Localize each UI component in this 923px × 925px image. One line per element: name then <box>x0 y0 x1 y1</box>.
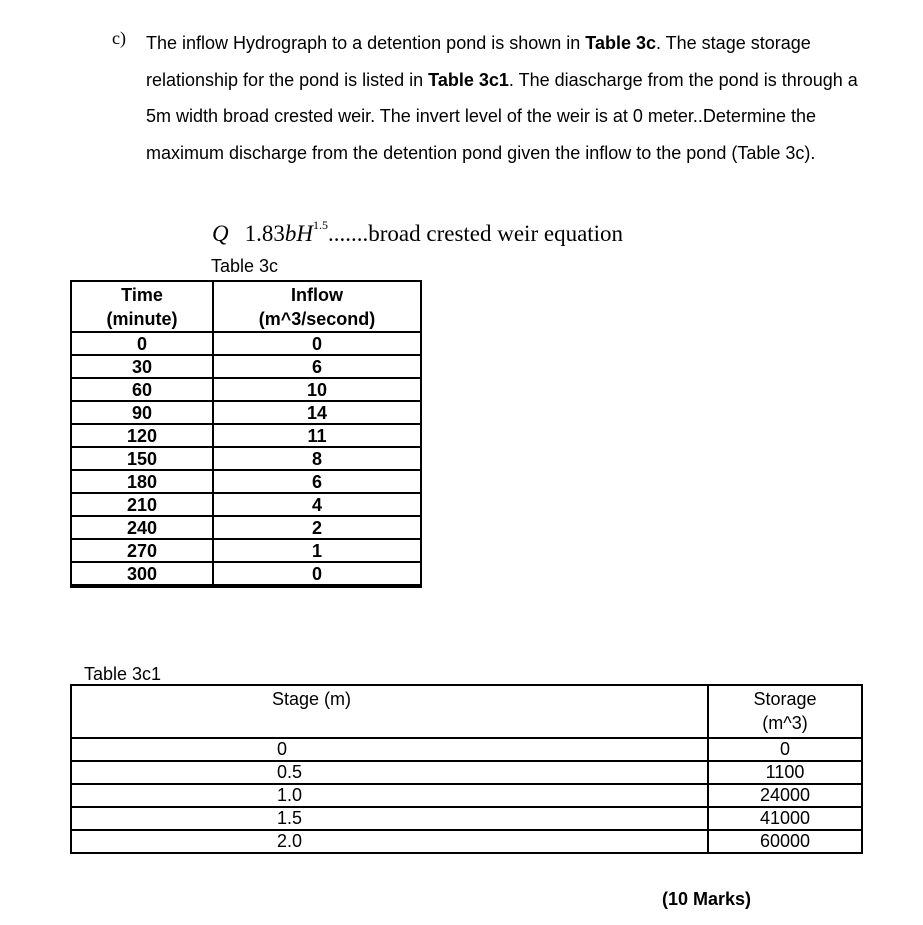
header-stage-line: Stage (m) <box>272 689 352 709</box>
table-cell: 6 <box>213 470 421 493</box>
table-row <box>71 539 421 562</box>
table-row <box>71 761 862 784</box>
table-cell: 240 <box>71 516 213 539</box>
table-cell: 10 <box>213 378 421 401</box>
header-time-line2: (minute) <box>106 309 178 329</box>
formula-exponent: 1.5 <box>313 218 328 232</box>
question-text-part: The inflow Hydrograph to a detention pond is shown in <box>146 33 586 53</box>
formula-coefficient: 1.83 <box>244 221 285 246</box>
stage-storage-table <box>70 684 863 854</box>
question-text-part: . The stage storage relationship for the pond is listed in <box>146 33 811 90</box>
table-cell: 0 <box>708 738 862 761</box>
table-cell: 1 <box>213 539 421 562</box>
table-cell: 0.5 <box>71 761 708 784</box>
table-row <box>71 355 421 378</box>
table-3c-caption: Table 3c <box>211 256 279 276</box>
table-cell: 60 <box>71 378 213 401</box>
table-row <box>71 493 421 516</box>
table-row <box>71 424 421 447</box>
table-row <box>71 332 421 355</box>
formula-h: H <box>296 221 313 246</box>
table-cell: 180 <box>71 470 213 493</box>
inflow-hydrograph-table <box>70 280 422 588</box>
header-storage-line1: Storage <box>753 689 817 709</box>
question-text <box>146 25 866 171</box>
table-row <box>71 738 862 761</box>
table-cell: 120 <box>71 424 213 447</box>
table-row <box>71 516 421 539</box>
table-cell: 2.0 <box>71 830 708 853</box>
table-cell: 210 <box>71 493 213 516</box>
table-cell: 1100 <box>708 761 862 784</box>
table-cell: 0 <box>71 332 213 355</box>
table-cell: 24000 <box>708 784 862 807</box>
table-row <box>71 401 421 424</box>
header-time-line1: Time <box>121 285 163 305</box>
question-text-part: . The diascharge from the pond is through a 5m width broad crested weir. The invert level of the weir is at 0 meter..Determine the maximum discharge from the detention pond given the inflow to the pond (Table 3c). <box>146 69 858 163</box>
question-label: c) <box>112 28 126 48</box>
formula-b: b <box>284 221 297 246</box>
table-cell: 270 <box>71 539 213 562</box>
column-header-time <box>71 281 213 332</box>
table-cell: 6 <box>213 355 421 378</box>
table-cell: 150 <box>71 447 213 470</box>
formula-note: .......broad crested weir equation <box>328 221 624 246</box>
header-storage-line2: (m^3) <box>762 713 808 733</box>
table-cell: 11 <box>213 424 421 447</box>
table-cell: 0 <box>213 562 421 586</box>
table-3c1-caption: Table 3c1 <box>84 664 162 684</box>
table-row <box>71 807 862 830</box>
table-cell: 2 <box>213 516 421 539</box>
table-cell: 14 <box>213 401 421 424</box>
column-header-stage <box>71 685 708 738</box>
table-cell: 300 <box>71 562 213 586</box>
header-inflow-line2: (m^3/second) <box>258 309 376 329</box>
weir-equation <box>212 218 623 247</box>
table-row <box>71 562 421 586</box>
table-cell: 0 <box>71 738 708 761</box>
table-cell: 0 <box>213 332 421 355</box>
marks-label: (10 Marks) <box>662 889 752 909</box>
table-cell: 4 <box>213 493 421 516</box>
table-cell: 30 <box>71 355 213 378</box>
table-cell: 60000 <box>708 830 862 853</box>
table-row <box>71 830 862 853</box>
table-cell: 41000 <box>708 807 862 830</box>
formula-q: Q <box>212 221 229 246</box>
table-cell: 1.5 <box>71 807 708 830</box>
table-row <box>71 447 421 470</box>
table-row <box>71 784 862 807</box>
table-row <box>71 378 421 401</box>
table-3c1-reference: Table 3c1 <box>428 69 509 90</box>
column-header-storage <box>708 685 862 738</box>
table-3c-reference: Table 3c <box>585 33 656 53</box>
table-row <box>71 470 421 493</box>
column-header-inflow <box>213 281 421 332</box>
table-cell: 8 <box>213 447 421 470</box>
header-inflow-line1: Inflow <box>291 285 343 305</box>
table-cell: 1.0 <box>71 784 708 807</box>
table-cell: 90 <box>71 401 213 424</box>
